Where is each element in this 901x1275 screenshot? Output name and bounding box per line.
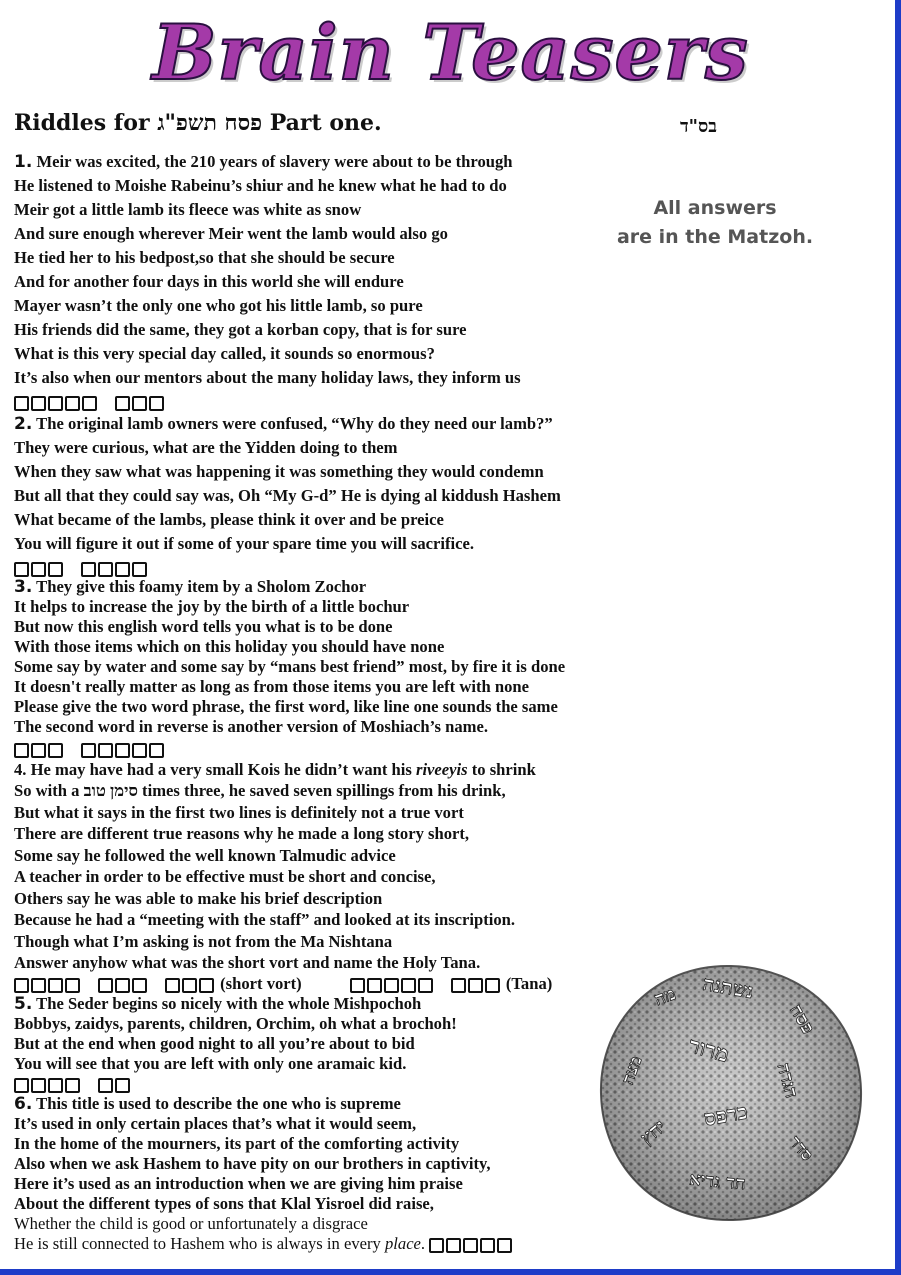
answer-word-blank — [14, 738, 65, 760]
riddle-5-answer-blanks — [14, 1074, 694, 1094]
riddle-4-line-7: Others say he was able to make his brief description — [14, 888, 383, 908]
riddle-1-line-6: And for another four days in this world she will endure — [14, 272, 404, 291]
riddle-2-text: The original lamb owners were confused, “Why do they need our lamb?” — [32, 413, 553, 433]
riddle-1-line-9: What is this very special day called, it sounds so enormous? — [14, 344, 435, 363]
matzoh-hidden-word: מה — [651, 983, 679, 1011]
answer-word-blank — [81, 557, 149, 579]
page-subtitle: Riddles for פסח תשפ"ג Part one. — [14, 110, 382, 136]
riddle-4-line-9: Though what I’m asking is not from the Ma Nishtana — [14, 931, 393, 951]
riddle-6-line-3: In the home of the mourners, its part of the comforting activity — [14, 1133, 460, 1153]
riddle-4-line-2 — [14, 780, 694, 802]
riddle-5-line-3: But at the end when good night to all you’re about to bid — [14, 1033, 415, 1053]
riddle-3-number: 3. — [14, 577, 33, 597]
riddle-4-line-6: A teacher in order to be effective must be short and concise, — [14, 867, 436, 886]
riddle-6-line-8-start: He is still connected to Hashem who is always in every — [14, 1233, 385, 1253]
matzoh-hidden-word: מרור — [685, 1032, 732, 1069]
riddle-3-line-6: It doesn't really matter as long as from those items you are left with none — [14, 677, 529, 696]
matzoh-image — [597, 962, 865, 1224]
matzoh-hidden-word: נשתנה — [701, 970, 756, 1004]
riddle-4-text-end: to shrink — [467, 759, 536, 779]
riddle-4-line-2-end: times three, he saved seven spillings from his drink, — [137, 781, 506, 800]
tana-label: (Tana) — [501, 973, 553, 993]
riddle-4-answer-blanks — [14, 974, 694, 994]
riddle-4-line-3: But what it says in the first two lines is definitely not a true vort — [14, 802, 464, 822]
riddle-6-line-8 — [14, 1234, 694, 1254]
riddle-4-line-5: Some say he followed the well known Talmudic advice — [14, 845, 396, 865]
matzoh-hidden-word: יחץ — [636, 1115, 671, 1150]
matzoh-hidden-word: סדר — [784, 1132, 817, 1166]
riddle-1-line-2: He listened to Moishe Rabeinu’s shiur and he knew what he had to do — [14, 176, 507, 195]
riddle-3-line-7: Please give the two word phrase, the first word, like line one sounds the same — [14, 697, 558, 716]
answer-word-blank — [14, 557, 65, 579]
riddle-6-line-8-end: . — [420, 1233, 430, 1253]
riddle-3-text: They give this foamy item by a Sholom Zochor — [32, 577, 367, 596]
riddle-6-line-7: Whether the child is good or unfortunately a disgrace — [14, 1213, 368, 1233]
riddle-6-line-1 — [14, 1094, 694, 1114]
riddle-6-line-6: About the different types of sons that Klal Yisroel did raise, — [14, 1193, 434, 1213]
riddle-2-line-1 — [14, 412, 694, 436]
riddle-1-number: 1. — [14, 152, 33, 172]
riddle-1-text: Meir was excited, the 210 years of slavery were about to be through — [32, 152, 513, 171]
riddle-6-italic-word: place — [384, 1233, 421, 1253]
riddle-6-number: 6. — [14, 1093, 33, 1114]
riddle-3-line-8: The second word in reverse is another version of Moshiach’s name. — [14, 717, 488, 736]
riddle-4-line-4: There are different true reasons why he made a long story short, — [14, 824, 470, 843]
riddle-3-line-2: It helps to increase the joy by the birth of a little bochur — [14, 597, 410, 616]
matzoh-hidden-word: כרפס — [701, 1098, 750, 1131]
answer-word-blank — [451, 975, 502, 995]
matzoh-hidden-word: חד גדיא — [688, 1168, 747, 1195]
riddle-4-hebrew-phrase: סימן טוב — [83, 781, 138, 800]
answer-word-blank — [350, 975, 435, 995]
answer-word-blank — [14, 975, 82, 995]
answer-word-blank — [98, 1075, 132, 1095]
answer-word-blank — [165, 975, 216, 995]
riddle-1-line-3: Meir got a little lamb its fleece was white as snow — [14, 200, 362, 219]
riddle-6-line-4: Also when we ask Hashem to have pity on our brothers in captivity, — [14, 1153, 491, 1173]
riddle-2-line-2: They were curious, what are the Yidden doing to them — [14, 437, 398, 457]
riddle-5-text: The Seder begins so nicely with the whole Mishpochoh — [32, 993, 422, 1013]
riddle-5-number: 5. — [14, 993, 33, 1014]
answer-word-blank — [98, 975, 149, 995]
answer-word-blank — [14, 391, 99, 413]
short-vort-label: (short vort) — [216, 973, 302, 993]
riddle-2-answer-blanks — [14, 556, 694, 578]
riddle-4-text: 4. He may have had a very small Kois he didn’t want his — [14, 759, 416, 779]
matzoh-hidden-word: פסח — [784, 1000, 819, 1038]
riddle-5-line-4: You will see that you are left with only one aramaic kid. — [14, 1053, 407, 1073]
riddles-body — [14, 150, 694, 1254]
riddle-3-line-1 — [14, 577, 694, 597]
riddle-6-line-5: Here it’s used as an introduction when we are giving him praise — [14, 1173, 463, 1193]
riddle-3-line-3: But now this english word tells you what is to be done — [14, 617, 393, 636]
riddle-4-line-1 — [14, 759, 694, 781]
answer-word-blank — [81, 738, 166, 760]
riddle-2-line-4: But all that they could say was, Oh “My G-d” He is dying al kiddush Hashem — [14, 485, 561, 505]
matzoh-hidden-word: הגדה — [772, 1060, 803, 1101]
riddle-6-text: This title is used to describe the one who is supreme — [32, 1093, 401, 1113]
page-title: Brain Teasers — [152, 8, 749, 97]
riddle-2-line-6: You will figure it out if some of your spare time you will sacrifice. — [14, 533, 474, 553]
riddle-1-line-1 — [14, 150, 694, 174]
riddle-5-line-2: Bobbys, zaidys, parents, children, Orchim, oh what a brochoh! — [14, 1013, 457, 1033]
riddle-2-line-3: When they saw what was happening it was something they would condemn — [14, 461, 544, 481]
riddle-1-line-7: Mayer wasn’t the only one who got his little lamb, so pure — [14, 296, 423, 315]
riddle-1-answer-blanks — [14, 390, 694, 412]
riddle-6-line-2: It’s used in only certain places that’s what it would seem, — [14, 1113, 417, 1133]
riddle-3-answer-blanks — [14, 737, 694, 759]
answer-word-blank — [429, 1235, 514, 1255]
riddle-3-line-4: With those items which on this holiday you should have none — [14, 637, 445, 656]
riddle-3-line-5: Some say by water and some say by “mans best friend” most, by fire it is done — [14, 657, 566, 676]
riddle-4-line-10: Answer anyhow what was the short vort and name the Holy Tana. — [14, 953, 481, 972]
riddle-4-italic-word: riveeyis — [415, 759, 468, 779]
riddle-5-line-1 — [14, 994, 694, 1014]
answers-note-line-2: are in the Matzoh. — [616, 226, 814, 248]
matzoh-hidden-word: מצה — [617, 1053, 647, 1088]
answer-word-blank — [14, 1075, 82, 1095]
riddle-1-line-4: And sure enough wherever Meir went the lamb would also go — [14, 224, 448, 243]
answers-note-line-1: All answers — [653, 197, 777, 219]
answer-word-blank — [115, 391, 166, 413]
riddle-2-line-5: What became of the lambs, please think it over and be preice — [14, 509, 444, 529]
riddle-4-line-2-start: So with a — [14, 781, 84, 800]
riddle-1-line-10: It’s also when our mentors about the many holiday laws, they inform us — [14, 368, 521, 387]
riddle-1-line-8: His friends did the same, they got a korban copy, that is for sure — [14, 320, 467, 339]
bsd-mark: בס"ד — [680, 116, 717, 137]
riddle-2-number: 2. — [14, 413, 33, 434]
riddle-1-line-5: He tied her to his bedpost,so that she should be secure — [14, 248, 395, 267]
riddle-4-line-8: Because he had a “meeting with the staff” and looked at its inscription. — [14, 910, 516, 929]
